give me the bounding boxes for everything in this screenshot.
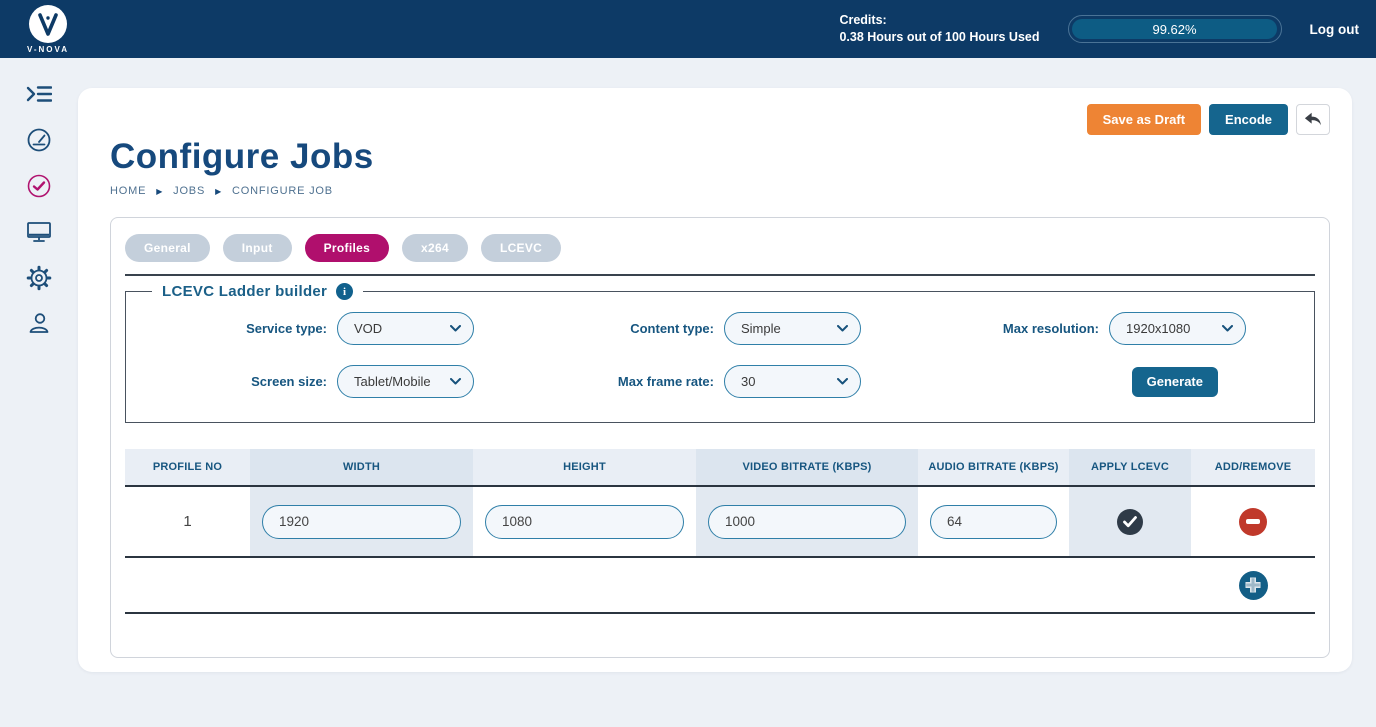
chevron-down-icon [450, 325, 461, 332]
service-type-value: VOD [354, 321, 383, 336]
service-type-select[interactable] [337, 312, 474, 345]
breadcrumb-home[interactable]: HOME [110, 185, 147, 197]
breadcrumb-jobs[interactable]: JOBS [173, 185, 206, 197]
max-frame-rate-value: 30 [741, 374, 756, 389]
tabs-divider [125, 274, 1315, 276]
main-content-card [78, 88, 1352, 672]
sidebar-item-account-user-icon[interactable] [26, 311, 52, 337]
table-row [125, 487, 1315, 558]
content-type-select[interactable] [724, 312, 861, 345]
column-header-video-bitrate: VIDEO BITRATE (KBPS) [696, 449, 918, 485]
sidebar-item-monitor-icon[interactable] [26, 219, 52, 245]
audio-bitrate-input[interactable] [930, 505, 1057, 539]
info-icon[interactable]: i [336, 283, 353, 300]
undo-button[interactable] [1296, 104, 1330, 135]
undo-arrow-icon [1302, 111, 1324, 129]
breadcrumb [110, 185, 1330, 197]
tab-lcevc[interactable]: LCEVC [481, 234, 561, 262]
breadcrumb-separator-icon: ▶ [156, 186, 164, 196]
table-header-row [125, 449, 1315, 487]
minus-icon [1246, 519, 1260, 524]
height-input[interactable] [485, 505, 684, 539]
credits-progress-bar [1068, 15, 1282, 43]
breadcrumb-current: CONFIGURE JOB [232, 185, 333, 197]
column-header-height: HEIGHT [473, 449, 696, 485]
column-header-apply-lcevc: APPLY LCEVC [1069, 449, 1191, 485]
credits-summary [839, 12, 1039, 46]
service-type-label: Service type: [246, 321, 327, 336]
vnova-logo-text: V-NOVA [26, 44, 70, 54]
vnova-logo-icon [29, 5, 67, 43]
ladder-builder-legend: LCEVC Ladder builder [162, 283, 328, 300]
encode-button[interactable]: Encode [1209, 104, 1288, 135]
save-as-draft-button[interactable]: Save as Draft [1087, 104, 1201, 135]
add-row-row [125, 558, 1315, 614]
max-frame-rate-label: Max frame rate: [617, 374, 714, 389]
screen-size-label: Screen size: [251, 374, 327, 389]
lcevc-ladder-builder-section [125, 283, 1315, 423]
tab-input[interactable]: Input [223, 234, 292, 262]
profile-no-value: 1 [183, 513, 192, 530]
plus-icon [1243, 575, 1263, 595]
column-header-audio-bitrate: AUDIO BITRATE (KBPS) [918, 449, 1069, 485]
video-bitrate-input[interactable] [708, 505, 906, 539]
column-header-profile-no: PROFILE NO [125, 449, 250, 485]
content-type-label: Content type: [630, 321, 714, 336]
top-header-bar [0, 0, 1376, 58]
sidebar-item-settings-gear-icon[interactable] [26, 265, 52, 291]
profiles-table [125, 449, 1315, 614]
breadcrumb-separator-icon: ▶ [215, 186, 223, 196]
tab-x264[interactable]: x264 [402, 234, 468, 262]
credits-progress-value: 99.62% [1152, 21, 1197, 37]
chevron-down-icon [450, 378, 461, 385]
credits-detail: 0.38 Hours out of 100 Hours Used [839, 30, 1040, 44]
tab-general[interactable]: General [125, 234, 210, 262]
job-config-panel [110, 217, 1330, 658]
max-resolution-value: 1920x1080 [1126, 321, 1191, 336]
add-row-button[interactable] [1239, 571, 1268, 600]
vnova-logo[interactable] [20, 5, 76, 54]
tab-profiles[interactable]: Profiles [305, 234, 389, 262]
screen-size-select[interactable] [337, 365, 474, 398]
remove-row-button[interactable] [1239, 508, 1267, 536]
width-input[interactable] [262, 505, 461, 539]
column-header-add-remove: ADD/REMOVE [1191, 449, 1315, 485]
apply-lcevc-checked-icon[interactable] [1117, 509, 1143, 535]
max-resolution-label: Max resolution: [1002, 321, 1099, 336]
chevron-down-icon [837, 325, 848, 332]
config-tabs [125, 234, 1315, 262]
max-resolution-select[interactable] [1109, 312, 1246, 345]
credits-label: Credits: [839, 13, 887, 28]
column-header-width: WIDTH [250, 449, 473, 485]
screen-size-value: Tablet/Mobile [354, 374, 431, 389]
page-title: Configure Jobs [110, 137, 374, 176]
sidebar-item-dashboard[interactable] [26, 127, 52, 153]
sidebar-item-jobs-check-icon[interactable] [26, 173, 52, 199]
sidebar-nav [0, 58, 78, 727]
menu-toggle-icon[interactable] [26, 81, 52, 107]
logout-button[interactable]: Log out [1309, 21, 1359, 37]
chevron-down-icon [837, 378, 848, 385]
max-frame-rate-select[interactable] [724, 365, 861, 398]
chevron-down-icon [1222, 325, 1233, 332]
content-type-value: Simple [741, 321, 781, 336]
generate-button[interactable]: Generate [1132, 367, 1218, 397]
